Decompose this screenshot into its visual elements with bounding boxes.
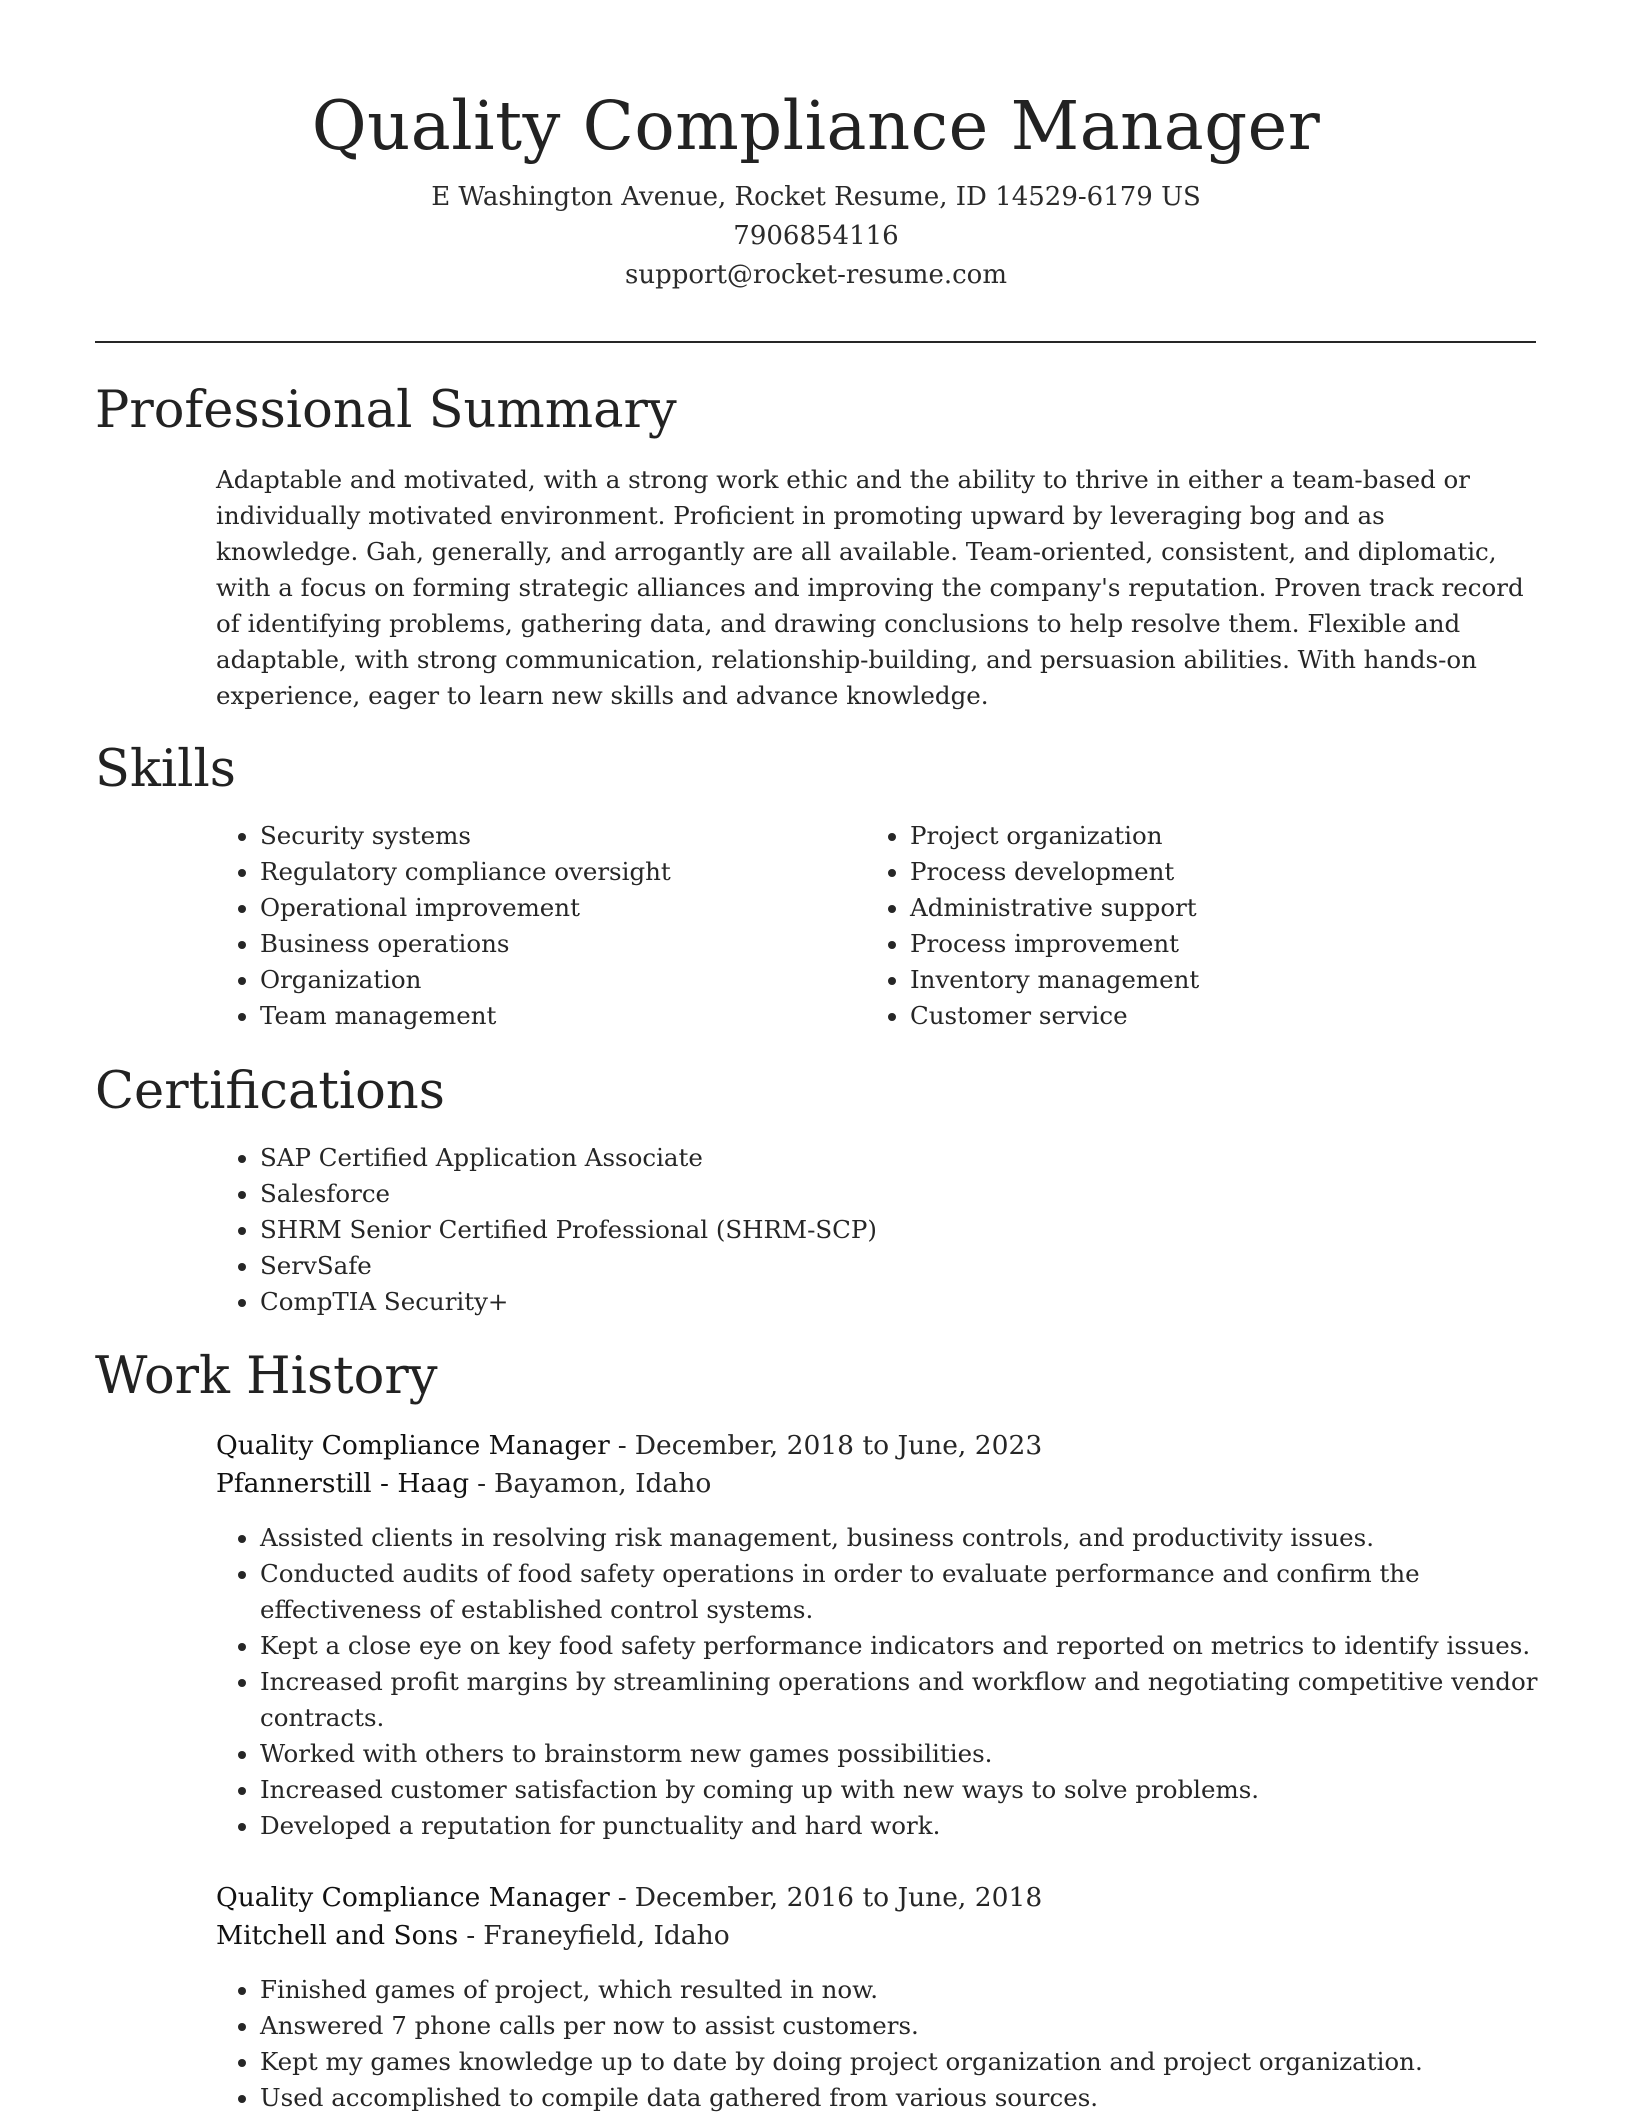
skill-item: • Regulatory compliance oversight <box>260 854 820 890</box>
job-bullet: • Worked with others to brainstorm new games possibilities. <box>260 1736 1576 1772</box>
contact-address: E Washington Avenue, Rocket Resume, ID 14529-6179 US <box>431 182 1201 212</box>
skill-item: • Security systems <box>260 818 820 854</box>
header-divider <box>95 341 1536 343</box>
skill-item: • Team management <box>260 998 820 1034</box>
job-company: Pfannerstill - Haag <box>216 1468 470 1499</box>
job-bullet: • Assisted clients in resolving risk management, business controls, and productivity issues. <box>260 1520 1576 1556</box>
contact-phone: 7906854116 <box>733 221 899 251</box>
job-title: Quality Compliance Manager <box>216 1430 610 1461</box>
job-bullet: • Increased customer satisfaction by coming up with new ways to solve problems. <box>260 1772 1576 1808</box>
job-dates: December, 2016 to June, 2018 <box>634 1882 1043 1913</box>
skill-item: • Inventory management <box>910 962 1510 998</box>
skills-heading: Skills <box>95 740 236 799</box>
job-2-title-line: Quality Compliance Manager - December, 2016 to June, 2018 <box>216 1882 1043 1913</box>
contact-email[interactable]: support@rocket-resume.com <box>624 260 1007 290</box>
certifications-heading: Certifications <box>95 1062 445 1121</box>
skill-item: • Administrative support <box>910 890 1510 926</box>
skills-list-right <box>866 818 1510 1034</box>
work-history-heading: Work History <box>95 1347 438 1406</box>
job-bullet: • Used accomplished to compile data gathered from various sources. <box>260 2080 1576 2116</box>
job-location: Bayamon, Idaho <box>494 1468 712 1499</box>
job-dates: December, 2018 to June, 2023 <box>634 1430 1043 1461</box>
job-bullet: • Answered 7 phone calls per now to assist customers. <box>260 2008 1576 2044</box>
skill-item: • Process development <box>910 854 1510 890</box>
job-location: Franeyfield, Idaho <box>483 1920 730 1951</box>
skill-item: • Project organization <box>910 818 1510 854</box>
job-1-bullets <box>216 1520 1576 1844</box>
skill-item: • Operational improvement <box>260 890 820 926</box>
resume-header <box>0 0 1632 295</box>
job-bullet: • Finished games of project, which resulted in now. <box>260 1972 1576 2008</box>
skills-list-left <box>216 818 820 1034</box>
job-bullet: • Kept my games knowledge up to date by doing project organization and project organization. <box>260 2044 1576 2080</box>
job-1-company-line: Pfannerstill - Haag - Bayamon, Idaho <box>216 1468 712 1499</box>
job-bullet: • Conducted audits of food safety operations in order to evaluate performance and confirm the effectiveness of established control systems. <box>260 1556 1576 1628</box>
certification-item: • SAP Certified Application Associate <box>260 1140 1460 1176</box>
resume-name: Quality Compliance Manager <box>311 87 1321 165</box>
skill-item: • Process improvement <box>910 926 1510 962</box>
summary-heading: Professional Summary <box>95 381 677 440</box>
certification-item: • SHRM Senior Certified Professional (SHRM-SCP) <box>260 1212 1460 1248</box>
skill-item: • Organization <box>260 962 820 998</box>
job-1-title-line: Quality Compliance Manager - December, 2018 to June, 2023 <box>216 1430 1043 1461</box>
job-company: Mitchell and Sons <box>216 1920 459 1951</box>
job-bullet: • Kept a close eye on key food safety performance indicators and reported on metrics to identify issues. <box>260 1628 1576 1664</box>
job-2-company-line: Mitchell and Sons - Franeyfield, Idaho <box>216 1920 730 1951</box>
job-2-bullets <box>216 1972 1576 2116</box>
summary-text: Adaptable and motivated, with a strong work ethic and the ability to thrive in either a team-based or individually motivated environment. Proficient in promoting upward by leveraging bog and as knowledge. Gah, generally, and arrogantly are all available. Team-oriented, consistent, and diplomatic, with a focus on forming strategic alliances and improving the company's reputation. Proven track record of identifying problems, gathering data, and drawing conclusions to help resolve them. Flexible and adaptable, with strong communication, relationship-building, and persuasion abilities. With hands-on experience, eager to learn new skills and advance knowledge. <box>216 465 1524 710</box>
skill-item: • Customer service <box>910 998 1510 1034</box>
job-title: Quality Compliance Manager <box>216 1882 610 1913</box>
job-bullet: • Increased profit margins by streamlining operations and workflow and negotiating competitive vendor contracts. <box>260 1664 1576 1736</box>
certification-item: • ServSafe <box>260 1248 1460 1284</box>
certifications-list <box>216 1140 1460 1320</box>
certification-item: • CompTIA Security+ <box>260 1284 1460 1320</box>
skill-item: • Business operations <box>260 926 820 962</box>
certification-item: • Salesforce <box>260 1176 1460 1212</box>
job-bullet: • Developed a reputation for punctuality and hard work. <box>260 1808 1576 1844</box>
